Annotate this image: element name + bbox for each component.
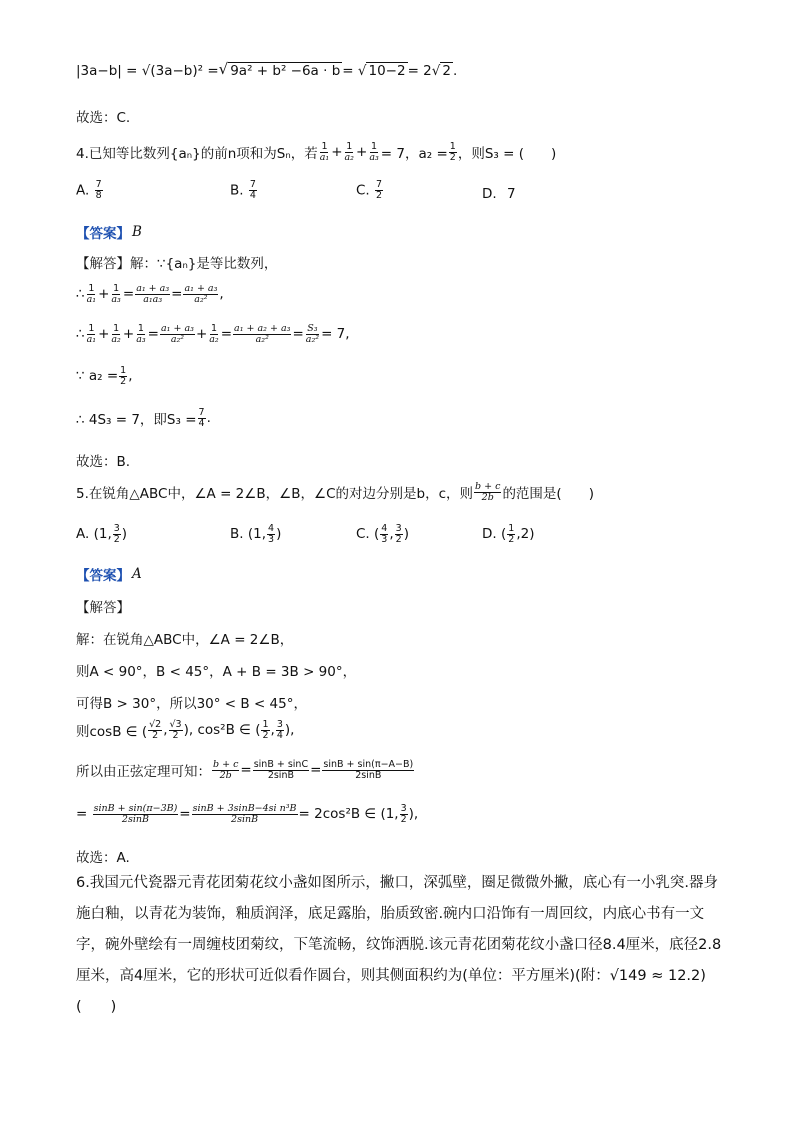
fraction xyxy=(212,760,239,781)
answer-tag: 【答案】 xyxy=(76,226,130,242)
answer-line xyxy=(76,564,142,584)
fraction xyxy=(507,524,515,545)
num: a₁ + a₃ xyxy=(160,323,194,334)
fraction: $\frac{1}{\text{a₁}}$ xyxy=(86,323,97,345)
num: √3 xyxy=(169,719,182,730)
den: a₁ xyxy=(319,151,330,163)
den: a₂² xyxy=(305,333,320,345)
solution-text-3: 可得B > 30°，所以30° < B < 45°， xyxy=(76,696,307,712)
text: = 2cos²B ∈ (1, xyxy=(298,806,399,823)
solution-text-6: = $\frac{\sin B + \sin(\pi-3B)}{2\sin B}$ = $\frac{\text{sinB + 3sinB−4si n³B}}{2\sin B}$ = 2cos²B ∈ (1, $\frac{3}{2}$ ), xyxy=(76,803,419,825)
option-text: ) xyxy=(276,526,282,543)
den: 2sinB xyxy=(121,813,149,825)
option-label: A. xyxy=(76,182,90,199)
fraction xyxy=(192,804,298,825)
num: 7 xyxy=(249,179,256,190)
stem-text: = 7，a₂ = xyxy=(380,146,448,163)
num: 1 xyxy=(120,365,127,376)
num: 4 xyxy=(268,523,275,534)
text: 则cosB ∈ ( xyxy=(76,724,148,741)
num: 1 xyxy=(371,141,378,152)
num: 1 xyxy=(346,141,353,152)
num: 3 xyxy=(276,719,283,730)
den: 4 xyxy=(276,729,283,741)
symbol: ∴ xyxy=(76,326,85,343)
num: b + c xyxy=(475,481,501,492)
solution-step-3 xyxy=(76,366,133,387)
fraction: $\frac{1}{\text{a₃}}$ xyxy=(111,283,121,305)
den: 8 xyxy=(95,189,102,201)
solution-text-5: 所以由正弦定理可知： $\frac{b + c}{2b}$ = $\frac{\sin B + \sin C}{2\sin B}$ = $\frac{\sin B + \sin(\pi-A-B)}{2\sin B}$ xyxy=(76,759,414,781)
option-label: D. xyxy=(482,526,497,543)
option-b[interactable] xyxy=(230,524,281,545)
fraction xyxy=(253,760,309,781)
fraction xyxy=(183,284,218,305)
num: √2 xyxy=(149,719,162,730)
num: 4 xyxy=(381,523,388,534)
num: 3 xyxy=(400,803,407,814)
solution-text-4: 则cosB ∈ ( $\frac{√2}{2}$ , $\frac{√3}{2}$ ), cos²B ∈ ( $\frac{1}{2}$ , $\frac{3}{4}$ ), xyxy=(76,719,295,741)
num: 7 xyxy=(376,179,383,190)
solution-step-2: ∴ $\frac{1}{\text{a₁}}$ + $\frac{1}{\text{a₂}}$ + $\frac{1}{\text{a₃}}$ = $\frac{\text{a₁ + a₃}}{\text{a₂²}}$ + $\frac{1}{\text{a₂}}$ = $\frac{\text{a₁ + a₂ + a₃}}{\text{a₂²}}$ = $\frac{\text{S₃}}{\text{a₂²}}$ = 7, xyxy=(76,323,350,345)
fraction xyxy=(119,366,127,387)
sqrt-expression xyxy=(440,62,453,79)
den: 4 xyxy=(249,189,256,201)
fraction xyxy=(375,180,383,201)
option-a[interactable] xyxy=(76,180,104,201)
option-text: ( xyxy=(374,526,380,543)
vector-equation xyxy=(76,62,457,79)
num: 1 xyxy=(508,523,515,534)
question-5-stem xyxy=(76,482,594,503)
answer-tag: 【答案】 xyxy=(76,568,130,584)
text: ∵ a₂ = xyxy=(76,368,119,385)
num: sinB + sinC xyxy=(253,759,309,770)
solution-text: 【解答】 xyxy=(76,600,130,616)
den: 2 xyxy=(395,533,402,545)
option-label: D. xyxy=(482,186,497,202)
num: sinB + sin(π−3B) xyxy=(93,803,178,814)
den: 2 xyxy=(152,729,159,741)
den: 2 xyxy=(120,375,127,387)
answer-select-line: 故选：A. xyxy=(76,850,130,866)
option-text: ) xyxy=(121,526,128,543)
option-text: , xyxy=(389,526,394,543)
fraction xyxy=(400,804,408,825)
den: 2b xyxy=(481,491,494,503)
option-label: C. xyxy=(356,182,370,199)
option-label: C. xyxy=(356,526,370,543)
option-c[interactable] xyxy=(356,180,384,201)
den: 2sinB xyxy=(267,769,294,781)
den: 3 xyxy=(381,533,388,545)
answer-value: A xyxy=(132,566,142,582)
eq-part: |3a−b| = √(3a−b)² = xyxy=(76,62,219,79)
num: 1 xyxy=(449,141,456,152)
num: b + c xyxy=(213,759,239,770)
option-d[interactable] xyxy=(482,524,534,545)
num: 7 xyxy=(95,179,102,190)
fraction xyxy=(135,284,170,305)
den: a₂² xyxy=(255,333,269,345)
option-label: B. xyxy=(230,526,244,543)
num: sinB + sin(π−A−B) xyxy=(323,759,414,770)
den: 2 xyxy=(400,813,407,825)
solution-step-4 xyxy=(76,408,211,429)
den: a₁a₃ xyxy=(143,293,163,305)
fraction xyxy=(113,524,121,545)
den: 3 xyxy=(268,533,275,545)
fraction xyxy=(474,482,501,503)
stem-text: 4.已知等比数列{aₙ}的前n项和为Sₙ，若 xyxy=(76,146,318,163)
stem-text: ，则S₃ = ( ) xyxy=(457,146,557,163)
tail: , xyxy=(128,368,133,385)
eq-part: = √ xyxy=(342,62,367,79)
den: 2b xyxy=(219,769,232,781)
option-value: 7 xyxy=(506,186,516,202)
fraction xyxy=(395,524,403,545)
symbol: ∴ xyxy=(76,286,85,303)
num: a₁ + a₂ + a₃ xyxy=(234,323,291,334)
option-d[interactable] xyxy=(482,186,516,202)
question-4-stem: 4.已知等比数列{aₙ}的前n项和为Sₙ，若 $\frac{1}{\text{a₁}}$ + $\frac{1}{\text{a₂}}$ + $\frac{1}{\text{a₃}}$ = 7，a₂ = $\frac{1}{2}$ ，则S₃ = ( ) xyxy=(76,141,557,163)
num: 7 xyxy=(198,407,205,418)
text: ), cos²B ∈ ( xyxy=(183,722,261,739)
tail: ), xyxy=(408,806,419,823)
den: a₂² xyxy=(170,333,185,345)
solution-header xyxy=(76,596,130,616)
stem-text: 的范围是( ) xyxy=(502,486,594,503)
fraction xyxy=(261,720,269,741)
den: 2 xyxy=(172,729,179,741)
num: 3 xyxy=(395,523,402,534)
fraction: $\frac{1}{\text{a₃}}$ xyxy=(136,323,146,345)
option-b[interactable] xyxy=(230,180,258,201)
fraction xyxy=(322,760,414,781)
fraction xyxy=(380,524,388,545)
solution-text-1: 解：在锐角△ABC中，∠A = 2∠B， xyxy=(76,632,294,648)
tail: . xyxy=(206,410,211,427)
sqrt-expression: √ 9a² + b² −6a · b xyxy=(218,60,341,79)
num: a₁ + a₃ xyxy=(136,283,170,294)
num: 1 xyxy=(321,141,328,152)
text: 所以由正弦定理可知： xyxy=(76,764,211,781)
num: S₃ xyxy=(307,323,318,334)
num: 1 xyxy=(262,719,269,730)
option-text: (1, xyxy=(93,526,112,543)
num: 3 xyxy=(113,523,120,534)
tail: = 7, xyxy=(321,326,350,343)
solution-header xyxy=(76,252,277,272)
den: 2sinB xyxy=(355,769,382,781)
option-label: B. xyxy=(230,182,244,199)
eq-part: . xyxy=(452,62,458,79)
option-c[interactable] xyxy=(356,524,409,545)
fraction xyxy=(344,142,355,163)
den: 2 xyxy=(376,189,383,201)
fraction: $\frac{1}{\text{a₁}}$ xyxy=(86,283,97,305)
fraction xyxy=(319,142,330,163)
option-a[interactable] xyxy=(76,524,127,545)
option-text: (1, xyxy=(247,526,267,543)
fraction xyxy=(249,180,257,201)
eq-radicand: 2 xyxy=(442,63,451,79)
fraction xyxy=(267,524,275,545)
solution-text-2: 则A < 90°，B < 45°，A + B = 3B > 90°， xyxy=(76,664,357,680)
option-text: ( xyxy=(500,526,507,543)
answer-line xyxy=(76,222,142,242)
fraction xyxy=(148,720,162,741)
sqrt-expression xyxy=(366,62,407,79)
fraction xyxy=(160,324,195,345)
fraction xyxy=(305,324,320,345)
den: 2 xyxy=(508,533,515,545)
option-label: A. xyxy=(76,526,90,543)
option-text: ,2) xyxy=(516,526,535,543)
den: 4 xyxy=(198,417,205,429)
fraction xyxy=(198,408,206,429)
den: 2sinB xyxy=(231,813,259,825)
den: a₃ xyxy=(369,151,379,163)
fraction xyxy=(169,720,183,741)
answer-select-line: 故选：B. xyxy=(76,454,131,470)
fraction xyxy=(276,720,284,741)
fraction: $\frac{1}{\text{a₂}}$ xyxy=(209,323,219,345)
fraction: $\frac{1}{\text{a₂}}$ xyxy=(111,323,121,345)
fraction xyxy=(233,324,291,345)
fraction xyxy=(95,180,103,201)
num: sinB + 3sinB−4si n³B xyxy=(192,803,297,814)
eq-radicand: 9a² + b² −6a · b xyxy=(230,63,341,79)
num: a₁ + a₃ xyxy=(184,283,218,294)
eq-part: = 2√ xyxy=(407,62,441,79)
den: 2 xyxy=(113,533,120,545)
tail: ), xyxy=(284,722,295,739)
question-6-stem: 6.我国元代瓷器元青花团菊花纹小盏如图所示，撇口，深弧壁，圈足微微外撇，底心有一小乳突.器身施白釉，以青花为装饰，釉质润泽，底足露胎，胎质致密.碗内口沿饰有一周回纹，内底心书有一文字，碗外壁绘有一周缠枝团菊纹，下笔流畅，纹饰洒脱.该元青花团菊花纹小盏口径8.4厘米，底径2.8厘米，高4厘米，它的形状可近似看作圆台，则其侧面积约为(单位：平方厘米)(附：√149 ≈ 12.2)( ) xyxy=(76,875,722,1015)
answer-value: B xyxy=(132,224,142,240)
den: a₂² xyxy=(194,293,208,305)
solution-step-1: ∴ $\frac{1}{\text{a₁}}$ + $\frac{1}{\text{a₃}}$ = $\frac{\text{a₁ + a₃}}{\text{a₁a₃}}$ = $\frac{\text{a₁ + a₃}}{\text{a₂²}}$ , xyxy=(76,283,224,305)
stem-text: 5.在锐角△ABC中，∠A = 2∠B，∠B，∠C的对边分别是b，c，则 xyxy=(76,486,474,503)
option-text: ) xyxy=(403,526,409,543)
text: ∴ 4S₃ = 7，即S₃ = xyxy=(76,412,197,429)
fraction xyxy=(93,804,179,825)
eq-radicand: 10−2 xyxy=(368,63,406,79)
fraction xyxy=(449,142,457,163)
answer-select-line: 故选：C. xyxy=(76,110,131,126)
solution-text: 【解答】解：∵{aₙ}是等比数列， xyxy=(76,256,278,272)
den: 2 xyxy=(449,151,456,163)
den: a₂ xyxy=(344,151,354,163)
den: 2 xyxy=(262,729,269,741)
fraction xyxy=(368,142,379,163)
